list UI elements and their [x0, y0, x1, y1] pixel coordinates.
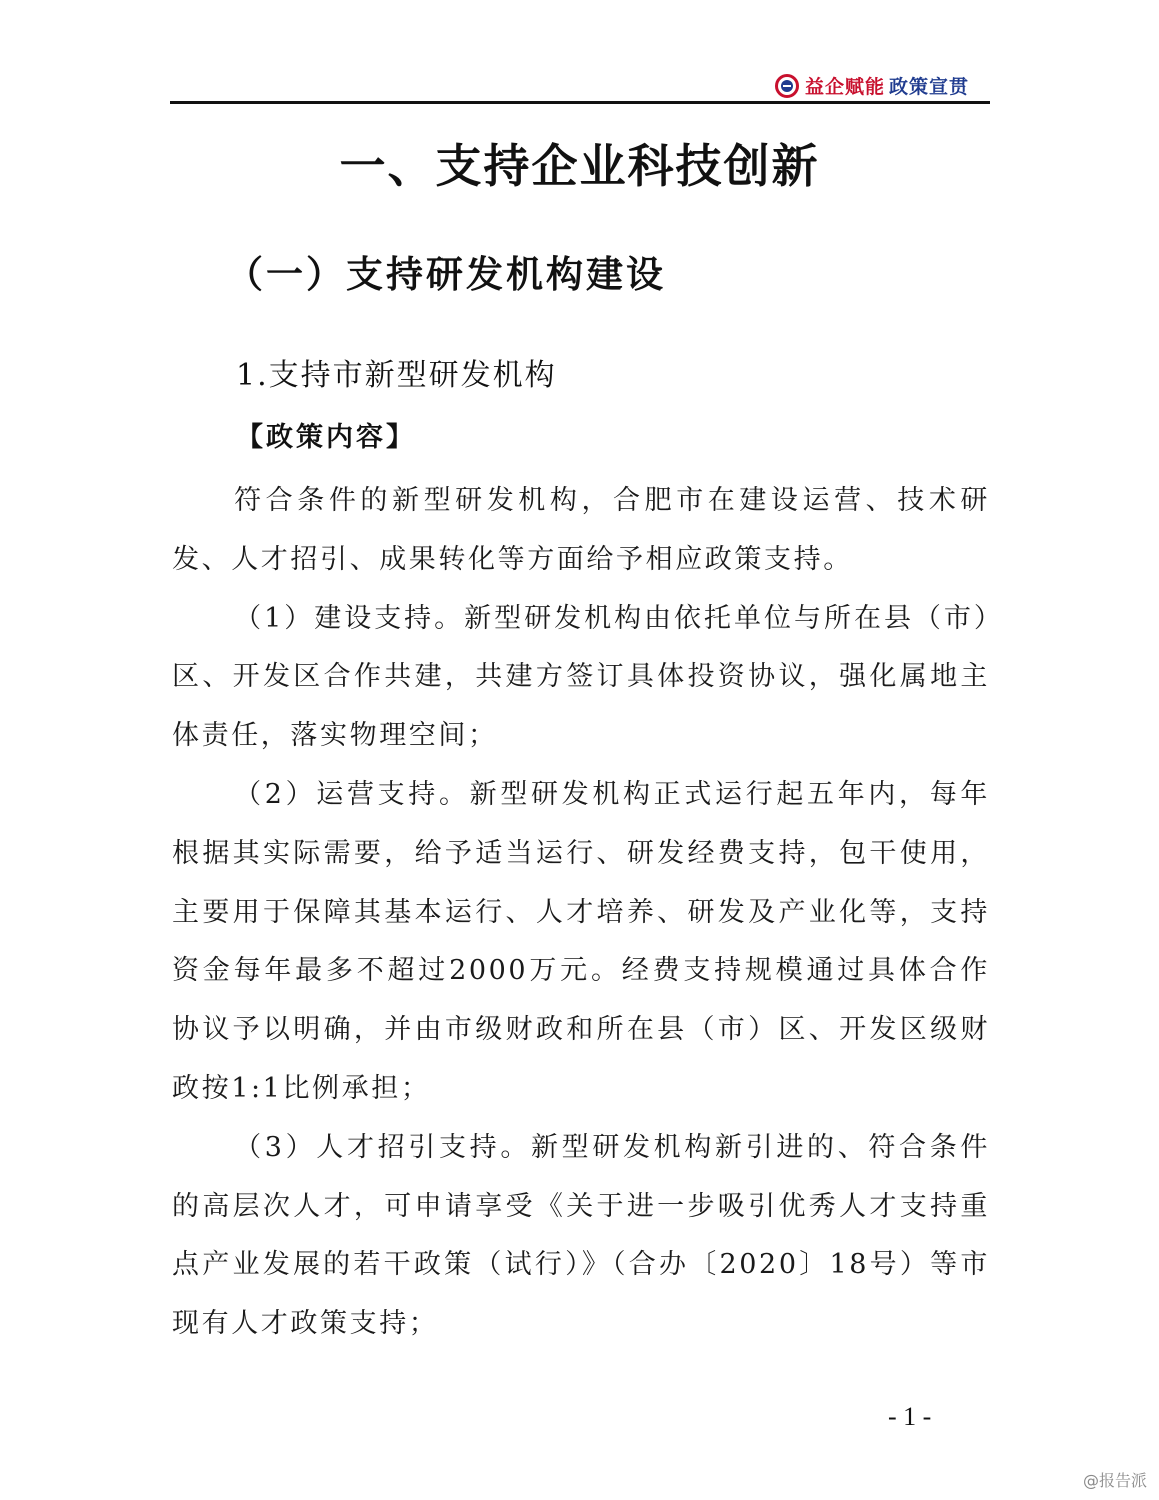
paragraph-talent: （3）人才招引支持。新型研发机构新引进的、符合条件的高层次人才，可申请享受《关于进一步吸引优秀人才支持重点产业发展的若干政策（试行）》（合办〔2020〕18号）等市现有人才政策支持； [172, 1131, 990, 1340]
brand-name: 益企赋能 [804, 76, 885, 98]
section-heading: （一）支持研发机构建设 [226, 253, 666, 296]
paragraph-operation: （2）运营支持。新型研发机构正式运行起五年内，每年根据其实际需要，给予适当运行、研发经费支持，包干使用，主要用于保障其基本运行、人才培养、研发及产业化等，支持资金每年最多不超过2000万元。经费支持规模通过具体合作协议予以明确，并由市级财政和所在县（市）区、开发区级财政按1:1比例承担； [172, 778, 990, 1104]
paragraph-intro: 符合条件的新型研发机构，合肥市在建设运营、技术研发、人才招引、成果转化等方面给予相应政策支持。 [172, 485, 990, 575]
header-rule [170, 101, 990, 104]
page-number: - 1 - [888, 1402, 932, 1431]
paragraph-construction: （1）建设支持。新型研发机构由依托单位与所在县（市）区、开发区合作共建，共建方签订具体投资协议，强化属地主体责任，落实物理空间； [172, 602, 990, 752]
page-title: 一、支持企业科技创新 [339, 139, 820, 193]
brand-sub: 政策宣贯 [888, 76, 969, 98]
body-text [172, 472, 990, 1354]
brand-text [805, 72, 969, 99]
policy-content-tag: 【政策内容】 [236, 422, 416, 453]
brand-logo-icon [775, 74, 799, 98]
watermark: @报告派 [1082, 1471, 1147, 1490]
header-brand [775, 72, 969, 99]
subsection-heading: 1.支持市新型研发机构 [236, 358, 557, 393]
